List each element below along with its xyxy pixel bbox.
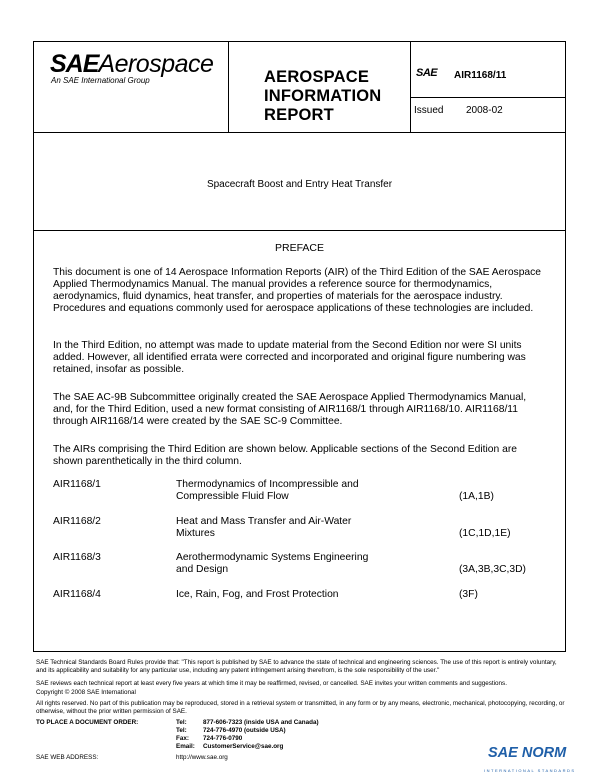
air-sections: (3A,3B,3C,3D)	[459, 564, 526, 575]
air-id: AIR1168/2	[53, 516, 101, 527]
tel2-number[interactable]: 724-776-4970 (outside USA)	[203, 727, 286, 734]
footer-rules: SAE Technical Standards Board Rules provide that: "This report is published by SAE to advance the state of technical and engineering sciences. The use of this report is entirely voluntary, and its applicability and suitability for any particular use, including any patent infringement arising therefrom, is the sole responsibility of the user."	[36, 659, 557, 674]
fax-label: Fax:	[176, 735, 189, 742]
air-id: AIR1168/1	[53, 479, 101, 490]
divider	[410, 42, 411, 132]
sae-mini-logo: SAE	[416, 67, 438, 79]
tel2-label: Tel:	[176, 727, 187, 734]
divider	[34, 230, 565, 231]
tel-label: Tel:	[176, 719, 187, 726]
sae-norm-subtitle: INTERNATIONAL STANDARDS	[484, 768, 576, 773]
footer-rights: All rights reserved. No part of this publication may be reproduced, stored in a retrieval system or transmitted, in any form or by any means, electronic, mechanical, photocopying, recording, or otherwise, without the prior written permission of SAE.	[36, 700, 565, 715]
footer-review: SAE reviews each technical report at least every five years at which time it may be reaffirmed, revised, or cancelled. SAE invites your written comments and suggestions.	[36, 680, 507, 687]
document-number: AIR1168/11	[454, 70, 507, 81]
report-type: AEROSPACE INFORMATION REPORT	[264, 68, 382, 124]
email-label: Email:	[176, 743, 195, 750]
footer-copyright: Copyright © 2008 SAE International	[36, 689, 136, 696]
order-label: TO PLACE A DOCUMENT ORDER:	[36, 719, 139, 726]
air-title: Aerothermodynamic Systems Engineering and Design	[176, 552, 369, 576]
divider	[228, 42, 229, 132]
air-sections: (1A,1B)	[459, 491, 494, 502]
air-sections: (3F)	[459, 589, 478, 600]
fax-number: 724-776-0790	[203, 735, 243, 742]
air-title: Heat and Mass Transfer and Air-Water Mixtures	[176, 516, 352, 540]
preface-heading: PREFACE	[274, 242, 324, 254]
preface-paragraph: The SAE AC-9B Subcommittee originally created the SAE Aerospace Applied Thermodynamics Manual, and, for the Third Edition, used a new format consisting of AIR1168/1 through AIR1168/10. AIR1168/11 through AIR1168/14 were created by the SAE SC-9 Committee.	[53, 392, 527, 428]
air-sections: (1C,1D,1E)	[459, 528, 511, 539]
sae-aerospace-logo: SAEAerospace An SAE International Group	[50, 50, 214, 85]
tel-number[interactable]: 877-606-7323 (inside USA and Canada)	[203, 719, 319, 726]
web-link[interactable]: http://www.sae.org	[176, 754, 228, 761]
email-link[interactable]: CustomerService@sae.org	[203, 743, 284, 750]
web-label: SAE WEB ADDRESS:	[36, 754, 99, 761]
preface-paragraph: The AIRs comprising the Third Edition are shown below. Applicable sections of the Second Edition are shown parenthetically in the third column.	[53, 444, 518, 468]
divider	[34, 132, 565, 133]
air-title: Ice, Rain, Fog, and Frost Protection	[176, 589, 339, 600]
preface-paragraph: In the Third Edition, no attempt was made to update material from the Second Edition nor were SI units added. However, all identified errata were corrected and incorporated and original figure numbering was retained, insofar as possible.	[53, 340, 526, 376]
document-title: Spacecraft Boost and Entry Heat Transfer	[206, 179, 393, 190]
air-id: AIR1168/3	[53, 552, 101, 563]
sae-norm-text: SAE NORM	[488, 745, 567, 761]
air-title: Thermodynamics of Incompressible and Compressible Fluid Flow	[176, 479, 359, 503]
issued-date: 2008-02	[466, 105, 503, 116]
preface-paragraph: This document is one of 14 Aerospace Information Reports (AIR) of the Third Edition of the SAE Aerospace Applied Thermodynamics Manual. The manual provides a reference source for thermodynamics, aerodynamics, fluid dynamics, heat transfer, and properties of materials for the aerospace industry. Procedures and equations commonly used for aerospace applications of these technologies are included.	[53, 267, 542, 315]
issued-label: Issued	[414, 105, 444, 116]
report-frame	[33, 41, 566, 652]
air-id: AIR1168/4	[53, 589, 101, 600]
divider	[410, 97, 565, 98]
sae-norm-badge	[484, 744, 594, 774]
